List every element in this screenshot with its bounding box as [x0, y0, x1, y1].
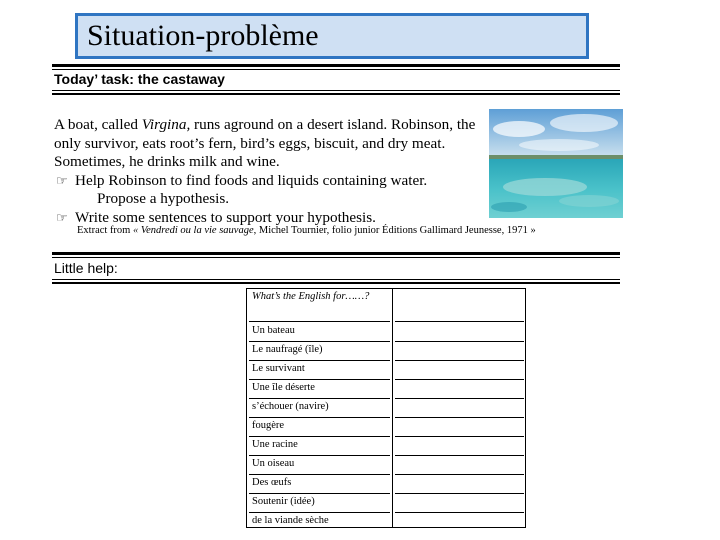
answer-cell[interactable] [395, 342, 524, 361]
answer-cell[interactable] [395, 323, 524, 342]
table-row: Une île déserte [249, 380, 390, 399]
source-prefix: Extract from [77, 225, 133, 236]
answer-cell[interactable] [395, 437, 524, 456]
answer-cell[interactable] [395, 513, 524, 527]
boat-name: Virgina, [141, 116, 191, 133]
help-heading-rule-thick [52, 282, 620, 284]
table-row: Le naufragé (île) [249, 342, 390, 361]
table-row: Un bateau [249, 323, 390, 342]
task-top-rule-thick [52, 64, 620, 67]
task-heading: Today’ task: the castaway [54, 71, 225, 87]
help-top-rule-thick [52, 252, 620, 255]
lagoon-illustration [489, 109, 623, 218]
help-heading: Little help: [54, 260, 118, 276]
table-column-divider [392, 289, 393, 527]
source-title: « Vendredi ou la vie sauvage [132, 225, 254, 236]
answer-cell[interactable] [395, 289, 524, 322]
instruction-1-text: Help Robinson to find foods and liquids containing water. [75, 171, 428, 189]
task-heading-rule-thin [52, 90, 620, 91]
pointing-hand-icon: ☞ [56, 172, 68, 188]
task-top-rule-thin [52, 69, 620, 70]
source-citation [77, 225, 597, 236]
table-header: What’s the English for……? [249, 289, 390, 322]
vocabulary-table [246, 288, 526, 528]
table-row: fougère [249, 418, 390, 437]
task-heading-rule-thick [52, 93, 620, 95]
table-row: de la viande sèche [252, 515, 329, 526]
answer-cell[interactable] [395, 456, 524, 475]
story-line-3: Sometimes, he drinks milk and wine. [54, 153, 280, 170]
slide-title: Situation-problème [75, 13, 589, 59]
story-line-1-end: runs aground on a desert island. Robinson, the [190, 116, 476, 133]
instruction-1 [54, 172, 484, 191]
answer-cell[interactable] [395, 494, 524, 513]
table-row: s’échouer (navire) [249, 399, 390, 418]
island-lagoon-photo [489, 109, 623, 218]
story-line-2: only survivor, eats root’s fern, bird’s eggs, biscuit, and dry meat. [54, 134, 446, 152]
story-line-1-start: A boat, called [54, 116, 142, 133]
story-text [54, 116, 484, 227]
table-row: Une racine [249, 437, 390, 456]
source-rest: , Michel Tournier, folio junior Éditions Gallimard Jeunesse, 1971 » [253, 225, 536, 236]
help-heading-rule-thin [52, 279, 620, 280]
answer-cell[interactable] [395, 380, 524, 399]
table-row: Soutenir (idée) [249, 494, 390, 513]
table-row: Un oiseau [249, 456, 390, 475]
answer-cell[interactable] [395, 475, 524, 494]
answer-cell[interactable] [395, 361, 524, 380]
instruction-3-text: Write some sentences to support your hypothesis. [75, 208, 376, 226]
pointing-hand-icon: ☞ [56, 209, 68, 225]
help-top-rule-thin [52, 257, 620, 258]
table-row: Des œufs [249, 475, 390, 494]
story-line-1 [54, 116, 484, 135]
table-row: Le survivant [249, 361, 390, 380]
answer-cell[interactable] [395, 418, 524, 437]
answer-cell[interactable] [395, 399, 524, 418]
instruction-2: Propose a hypothesis. [97, 190, 230, 207]
